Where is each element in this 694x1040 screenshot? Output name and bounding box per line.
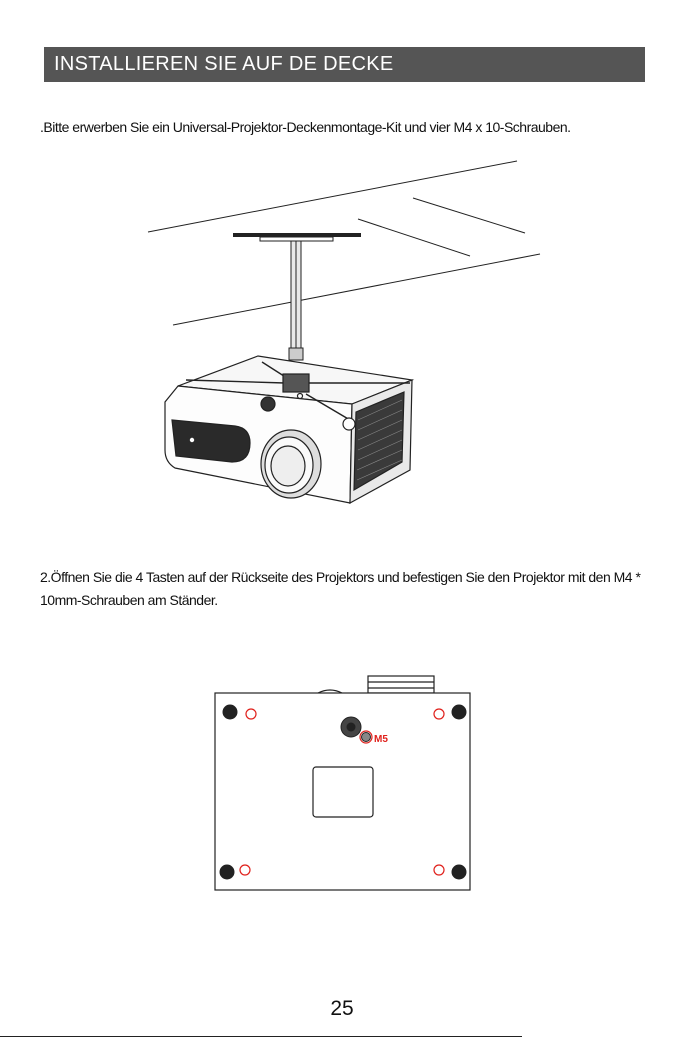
step-1-text: .Bitte erwerben Sie ein Universal-Projektor-Deckenmontage-Kit und vier M4 x 10-Schrauben. xyxy=(40,119,571,135)
projector-body xyxy=(165,356,412,503)
mount-pole xyxy=(289,241,303,360)
label-panel xyxy=(313,767,373,817)
section-title: INSTALLIEREN SIE AUF DE DECKE xyxy=(54,53,394,75)
ceiling-lines xyxy=(148,161,540,325)
mount-plate xyxy=(233,233,361,241)
step-2-text: 2.Öffnen Sie die 4 Tasten auf der Rückseite des Projektors und befestigen Sie den Projektor mit den M4 * 10mm-Schrauben am Ständer. xyxy=(40,569,641,608)
projector-bottom-illustration xyxy=(0,660,694,900)
page-number: 25 xyxy=(330,997,354,1020)
section-header xyxy=(44,47,645,82)
footer-rule xyxy=(0,1036,522,1037)
screw-label: M5 xyxy=(374,734,388,745)
ceiling-mount-illustration xyxy=(0,140,694,520)
